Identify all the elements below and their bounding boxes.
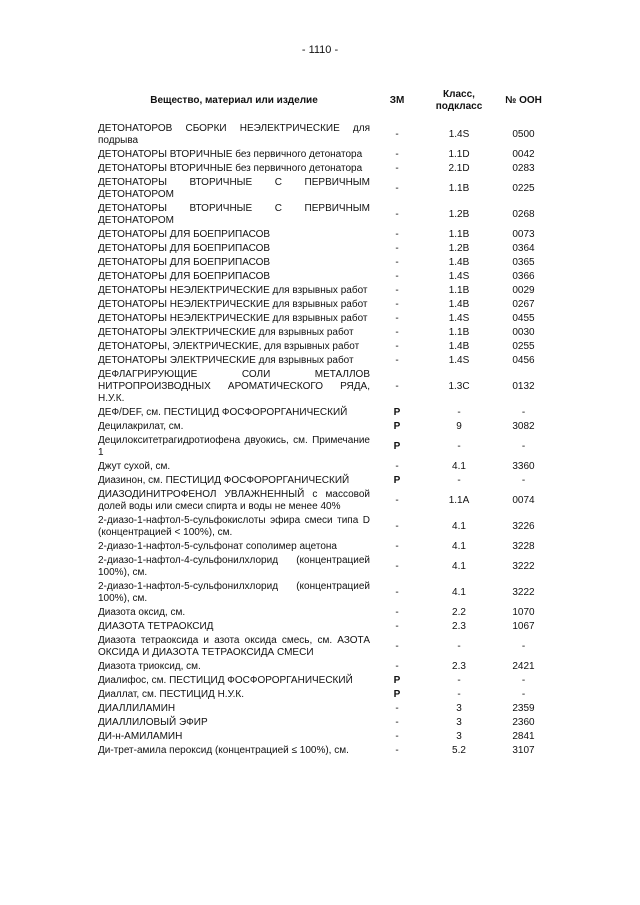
hazard-class: 1.4S bbox=[448, 129, 470, 140]
table-row bbox=[96, 312, 551, 326]
table-row bbox=[96, 406, 551, 420]
table-row bbox=[96, 354, 551, 368]
table-row bbox=[96, 340, 551, 354]
un-number: 0073 bbox=[512, 229, 535, 240]
hazard-class: 2.1D bbox=[448, 163, 470, 174]
un-number: 0455 bbox=[512, 313, 535, 324]
zm-marker: - bbox=[395, 229, 399, 240]
table-row bbox=[96, 270, 551, 284]
hazard-class: - bbox=[457, 407, 461, 418]
hazard-class: 5.2 bbox=[452, 745, 466, 756]
zm-marker: - bbox=[395, 271, 399, 282]
substance-name: ДЕТОНАТОРЫ ВТОРИЧНЫЕ С ПЕРВИЧНЫМ ДЕТОНАТОРОМ bbox=[98, 177, 370, 200]
hazard-class: 3 bbox=[456, 731, 462, 742]
hazard-class: 3 bbox=[456, 703, 462, 714]
substance-name: ДЕТОНАТОРЫ ВТОРИЧНЫЕ С ПЕРВИЧНЫМ ДЕТОНАТОРОМ bbox=[98, 203, 370, 226]
un-number: 3228 bbox=[512, 541, 535, 552]
zm-marker: - bbox=[395, 703, 399, 714]
hazard-class: 1.4S bbox=[448, 271, 470, 282]
un-number: 0030 bbox=[512, 327, 535, 338]
zm-marker: P bbox=[393, 407, 401, 418]
un-number: 2359 bbox=[512, 703, 535, 714]
hazard-class: 9 bbox=[456, 421, 462, 432]
un-number: - bbox=[521, 407, 526, 418]
hazard-class: 1.2B bbox=[448, 243, 470, 254]
table-row bbox=[96, 242, 551, 256]
zm-marker: - bbox=[395, 355, 399, 366]
substance-name: ДЕТОНАТОРЫ ДЛЯ БОЕПРИПАСОВ bbox=[98, 271, 271, 282]
hazard-class: - bbox=[457, 441, 461, 452]
zm-marker: P bbox=[393, 475, 401, 486]
un-number: 0132 bbox=[512, 381, 535, 392]
hazard-class: 4.1 bbox=[452, 561, 466, 572]
substance-name: ДЕТОНАТОРЫ НЕЭЛЕКТРИЧЕСКИЕ для взрывных работ bbox=[98, 299, 368, 310]
zm-marker: - bbox=[395, 607, 399, 618]
table-row bbox=[96, 634, 551, 660]
table-row bbox=[96, 298, 551, 312]
hazard-class: 4.1 bbox=[452, 541, 466, 552]
substance-name: Децилокситетрагидротиофена двуокись, см. Примечание 1 bbox=[98, 435, 370, 458]
table-row bbox=[96, 228, 551, 242]
hazard-class: 1.4S bbox=[448, 313, 470, 324]
zm-marker: - bbox=[395, 621, 399, 632]
hazard-class: 1.4B bbox=[448, 341, 470, 352]
un-number: - bbox=[521, 475, 526, 486]
substance-name: 2-диазо-1-нафтол-5-сульфонат сополимер ацетона bbox=[98, 541, 337, 552]
un-number: 2360 bbox=[512, 717, 535, 728]
substance-name: ДИАЛЛИЛОВЫЙ ЭФИР bbox=[98, 717, 208, 728]
zm-marker: P bbox=[393, 675, 401, 686]
substance-name: Диазинон, см. ПЕСТИЦИД ФОСФОРОРГАНИЧЕСКИЙ bbox=[98, 475, 350, 486]
substance-name: ДЕТОНАТОРЫ, ЭЛЕКТРИЧЕСКИЕ, для взрывных работ bbox=[98, 341, 360, 352]
un-number: 3222 bbox=[512, 587, 535, 598]
substance-name: 2-диазо-1-нафтол-5-сульфокислоты эфира смеси типа D (концентрацией < 100%), см. bbox=[98, 515, 370, 538]
hazard-class: 3 bbox=[456, 717, 462, 728]
header-zm: ЗМ bbox=[389, 95, 405, 106]
zm-marker: - bbox=[395, 163, 399, 174]
dangerous-goods-table bbox=[96, 86, 551, 758]
un-number: 0267 bbox=[512, 299, 535, 310]
table-row bbox=[96, 326, 551, 340]
table-row bbox=[96, 256, 551, 270]
table-row bbox=[96, 488, 551, 514]
hazard-class: 1.3C bbox=[448, 381, 470, 392]
hazard-class: - bbox=[457, 675, 461, 686]
substance-name: Диаллат, см. ПЕСТИЦИД Н.У.К. bbox=[98, 689, 244, 700]
un-number: 3222 bbox=[512, 561, 535, 572]
hazard-class: 2.3 bbox=[452, 621, 466, 632]
hazard-class: 4.1 bbox=[452, 587, 466, 598]
un-number: 3082 bbox=[512, 421, 535, 432]
table-row bbox=[96, 702, 551, 716]
substance-name: Джут сухой, см. bbox=[98, 461, 171, 472]
substance-name: Диазота тетраоксида и азота оксида смесь, см. АЗОТА ОКСИДА И ДИАЗОТА ТЕТРАОКСИДА СМЕСИ bbox=[98, 635, 370, 658]
zm-marker: - bbox=[395, 521, 399, 532]
table-row bbox=[96, 162, 551, 176]
table-row bbox=[96, 514, 551, 540]
hazard-class: 1.4B bbox=[448, 299, 470, 310]
table-body bbox=[96, 122, 551, 758]
table-row bbox=[96, 688, 551, 702]
substance-name: Диазота триоксид, см. bbox=[98, 661, 201, 672]
un-number: 3107 bbox=[512, 745, 535, 756]
un-number: 3226 bbox=[512, 521, 535, 532]
hazard-class: 1.4B bbox=[448, 257, 470, 268]
table-row bbox=[96, 620, 551, 634]
substance-name: Диазота оксид, см. bbox=[98, 607, 186, 618]
zm-marker: - bbox=[395, 717, 399, 728]
substance-name: ДЕФЛАГРИРУЮЩИЕ СОЛИ МЕТАЛЛОВ НИТРОПРОИЗВОДНЫХ АРОМАТИЧЕСКОГО РЯДА, Н.У.К. bbox=[98, 369, 370, 404]
table-row bbox=[96, 554, 551, 580]
hazard-class: 1.1A bbox=[448, 495, 470, 506]
table-row bbox=[96, 148, 551, 162]
un-number: 1067 bbox=[512, 621, 535, 632]
table-header-row bbox=[96, 86, 551, 122]
substance-name: ДЕТОНАТОРОВ СБОРКИ НЕЭЛЕКТРИЧЕСКИЕ для подрыва bbox=[98, 123, 370, 146]
table-row bbox=[96, 176, 551, 202]
substance-name: ДЕТОНАТОРЫ ЭЛЕКТРИЧЕСКИЕ для взрывных работ bbox=[98, 355, 354, 366]
substance-name: 2-диазо-1-нафтол-4-сульфонилхлорид (концентрацией 100%), см. bbox=[98, 555, 370, 578]
un-number: 2421 bbox=[512, 661, 535, 672]
zm-marker: - bbox=[395, 495, 399, 506]
un-number: 0365 bbox=[512, 257, 535, 268]
substance-name: ДИАЛЛИЛАМИН bbox=[98, 703, 176, 714]
hazard-class: 4.1 bbox=[452, 521, 466, 532]
substance-name: ДЕТОНАТОРЫ НЕЭЛЕКТРИЧЕСКИЕ для взрывных работ bbox=[98, 285, 368, 296]
un-number: 2841 bbox=[512, 731, 535, 742]
un-number: 3360 bbox=[512, 461, 535, 472]
table-row bbox=[96, 368, 551, 406]
hazard-class: 1.4S bbox=[448, 355, 470, 366]
hazard-class: - bbox=[457, 641, 461, 652]
zm-marker: - bbox=[395, 341, 399, 352]
un-number: - bbox=[521, 675, 526, 686]
table-row bbox=[96, 540, 551, 554]
un-number: 0225 bbox=[512, 183, 535, 194]
substance-name: ДИАЗОДИНИТРОФЕНОЛ УВЛАЖНЕННЫЙ с массовой долей воды или смеси спирта и воды не менее 40% bbox=[98, 489, 370, 512]
substance-name: ДЕФ/DEF, см. ПЕСТИЦИД ФОСФОРОРГАНИЧЕСКИЙ bbox=[98, 407, 348, 418]
header-class: Класс, подкласс bbox=[435, 89, 483, 112]
zm-marker: - bbox=[395, 461, 399, 472]
zm-marker: P bbox=[393, 441, 401, 452]
zm-marker: - bbox=[395, 587, 399, 598]
substance-name: Децилакрилат, см. bbox=[98, 421, 184, 432]
hazard-class: 4.1 bbox=[452, 461, 466, 472]
hazard-class: 1.1B bbox=[448, 229, 470, 240]
table-row bbox=[96, 420, 551, 434]
un-number: 0283 bbox=[512, 163, 535, 174]
header-un-number: № ООН bbox=[505, 95, 542, 106]
table-row bbox=[96, 460, 551, 474]
un-number: - bbox=[521, 689, 526, 700]
un-number: 0255 bbox=[512, 341, 535, 352]
substance-name: ДЕТОНАТОРЫ ВТОРИЧНЫЕ без первичного детонатора bbox=[98, 163, 363, 174]
substance-name: ДЕТОНАТОРЫ ВТОРИЧНЫЕ без первичного детонатора bbox=[98, 149, 363, 160]
un-number: 1070 bbox=[512, 607, 535, 618]
table-row bbox=[96, 474, 551, 488]
table-row bbox=[96, 716, 551, 730]
substance-name: ДИ-н-АМИЛАМИН bbox=[98, 731, 183, 742]
table-row bbox=[96, 284, 551, 298]
substance-name: ДЕТОНАТОРЫ ЭЛЕКТРИЧЕСКИЕ для взрывных работ bbox=[98, 327, 354, 338]
un-number: 0042 bbox=[512, 149, 535, 160]
substance-name: ДЕТОНАТОРЫ ДЛЯ БОЕПРИПАСОВ bbox=[98, 257, 271, 268]
table-row bbox=[96, 202, 551, 228]
zm-marker: - bbox=[395, 731, 399, 742]
zm-marker: - bbox=[395, 561, 399, 572]
un-number: 0456 bbox=[512, 355, 535, 366]
hazard-class: 1.1B bbox=[448, 327, 470, 338]
substance-name: Диалифос, см. ПЕСТИЦИД ФОСФОРОРГАНИЧЕСКИЙ bbox=[98, 675, 353, 686]
table-row bbox=[96, 122, 551, 148]
hazard-class: 1.2B bbox=[448, 209, 470, 220]
zm-marker: - bbox=[395, 129, 399, 140]
un-number: 0366 bbox=[512, 271, 535, 282]
zm-marker: - bbox=[395, 285, 399, 296]
zm-marker: - bbox=[395, 183, 399, 194]
un-number: 0029 bbox=[512, 285, 535, 296]
un-number: - bbox=[521, 641, 526, 652]
hazard-class: 2.2 bbox=[452, 607, 466, 618]
un-number: 0500 bbox=[512, 129, 535, 140]
un-number: 0364 bbox=[512, 243, 535, 254]
table-row bbox=[96, 434, 551, 460]
table-row bbox=[96, 606, 551, 620]
zm-marker: P bbox=[393, 421, 401, 432]
page-number: - 1110 - bbox=[301, 44, 339, 56]
table-row bbox=[96, 730, 551, 744]
zm-marker: - bbox=[395, 541, 399, 552]
substance-name: ДЕТОНАТОРЫ ДЛЯ БОЕПРИПАСОВ bbox=[98, 229, 271, 240]
zm-marker: - bbox=[395, 313, 399, 324]
zm-marker: - bbox=[395, 381, 399, 392]
zm-marker: - bbox=[395, 149, 399, 160]
header-substance: Вещество, материал или изделие bbox=[150, 95, 318, 106]
hazard-class: 2.3 bbox=[452, 661, 466, 672]
un-number: - bbox=[521, 441, 526, 452]
substance-name: ДИАЗОТА ТЕТРАОКСИД bbox=[98, 621, 214, 632]
zm-marker: - bbox=[395, 745, 399, 756]
zm-marker: P bbox=[393, 689, 401, 700]
table-row bbox=[96, 580, 551, 606]
un-number: 0074 bbox=[512, 495, 535, 506]
un-number: 0268 bbox=[512, 209, 535, 220]
table-row bbox=[96, 744, 551, 758]
substance-name: Ди-трет-амила пероксид (концентрацией ≤ 100%), см. bbox=[98, 745, 349, 756]
substance-name: 2-диазо-1-нафтол-5-сульфонилхлорид (концентрацией 100%), см. bbox=[98, 581, 370, 604]
hazard-class: 1.1B bbox=[448, 285, 470, 296]
hazard-class: - bbox=[457, 689, 461, 700]
zm-marker: - bbox=[395, 327, 399, 338]
zm-marker: - bbox=[395, 661, 399, 672]
substance-name: ДЕТОНАТОРЫ НЕЭЛЕКТРИЧЕСКИЕ для взрывных работ bbox=[98, 313, 368, 324]
zm-marker: - bbox=[395, 209, 399, 220]
zm-marker: - bbox=[395, 257, 399, 268]
substance-name: ДЕТОНАТОРЫ ДЛЯ БОЕПРИПАСОВ bbox=[98, 243, 271, 254]
table-row bbox=[96, 660, 551, 674]
table-row bbox=[96, 674, 551, 688]
zm-marker: - bbox=[395, 299, 399, 310]
hazard-class: 1.1D bbox=[448, 149, 470, 160]
zm-marker: - bbox=[395, 641, 399, 652]
hazard-class: 1.1B bbox=[448, 183, 470, 194]
zm-marker: - bbox=[395, 243, 399, 254]
hazard-class: - bbox=[457, 475, 461, 486]
